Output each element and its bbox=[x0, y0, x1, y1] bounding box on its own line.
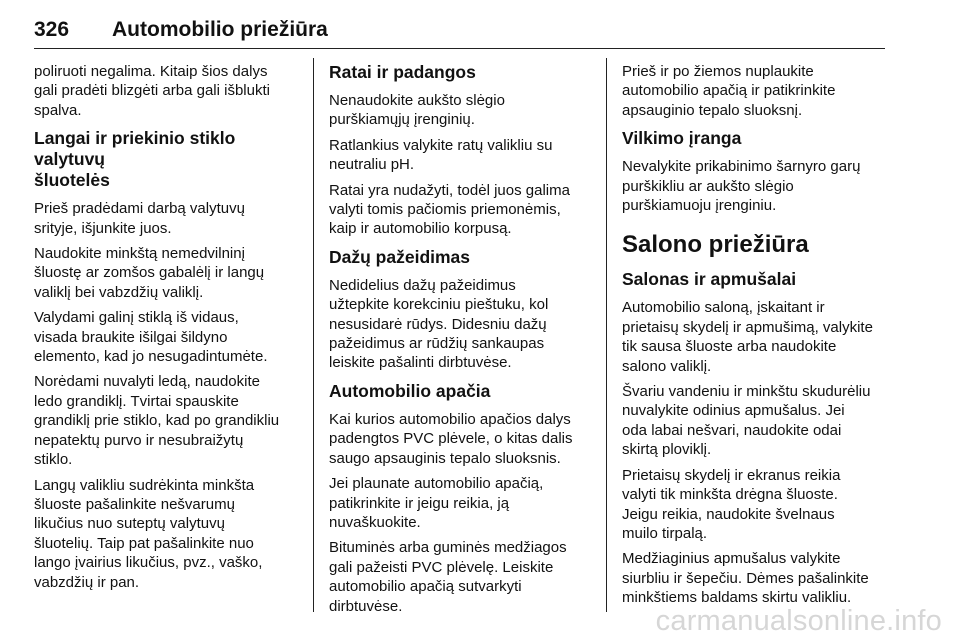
section-heading-interior: Salonas ir apmušalai bbox=[622, 269, 797, 290]
paragraph: Nevalykite prikabinimo šarnyro garų purškikliu ar aukšto slėgio purškiamuoju įrenginiu. bbox=[622, 158, 861, 215]
column-divider-2 bbox=[606, 58, 607, 612]
page-number: 326 bbox=[34, 18, 70, 41]
paragraph: Bituminės arba guminės medžiagos gali pažeisti PVC plėvelę. Leiskite automobilio apačią sutvarkyti dirbtuvėse. bbox=[329, 539, 567, 615]
paragraph: Ratai yra nudažyti, todėl juos galima valyti tomis pačiomis priemonėmis, kaip ir automobilio korpusą. bbox=[329, 181, 570, 238]
paragraph: Naudokite minkštą nemedvilninį šluostę ar zomšos gabalėlį ir langų valiklį bei vabzdžių valiklį. bbox=[34, 245, 265, 301]
section-heading-paint: Dažų pažeidimas bbox=[329, 246, 471, 267]
intro-paragraph: poliruoti negalima. Kitaip šios dalys gali pradėti blizgėti arba gali išblukti spalva. bbox=[34, 63, 270, 119]
section-heading-wipers: Langai ir priekinio stiklo valytuvų šluotelės bbox=[34, 128, 236, 191]
paragraph: Jei plaunate automobilio apačią, patikrinkite ir jeigu reikia, ją nuvaškuokite. bbox=[329, 475, 544, 531]
chapter-heading-interior-care: Salono priežiūra bbox=[622, 231, 809, 259]
column-middle bbox=[329, 62, 591, 622]
section-heading-underbody: Automobilio apačia bbox=[329, 380, 491, 401]
page-header bbox=[34, 18, 328, 48]
paragraph: Nedidelius dažų pažeidimus užtepkite korekciniu pieštuku, kol nesusidarė rūdys. Didesniu dažų pažeidimus ar rūdžių sankaupas leiskite pašalinti dirbtuvėse. bbox=[329, 276, 549, 372]
section-heading-wheels: Ratai ir padangos bbox=[329, 62, 476, 82]
paragraph: Nenaudokite aukšto slėgio purškiamųjų įrenginių. bbox=[329, 92, 505, 129]
paragraph: Švariu vandeniu ir minkštu skudurėliu nuvalykite odinius apmušalus. Jei oda labai nešvari, naudokite odai skirtą ploviklį. bbox=[622, 383, 871, 459]
column-right bbox=[622, 62, 886, 614]
page-title: Automobilio priežiūra bbox=[112, 18, 328, 41]
paragraph: Langų valikliu sudrėkinta minkšta šluoste pašalinkite nešvarumų likučius nuo suteptų valytuvų šluotelių. Taip pat pašalinkite nuo lango įvairius likučius, pvz., vaško, vabzdžių ir pan. bbox=[34, 476, 263, 591]
paragraph: Prietaisų skydelį ir ekranus reikia valyti tik minkšta drėgna šluoste. Jeigu reikia, naudokite švelnaus muilo tirpalą. bbox=[622, 466, 841, 542]
paragraph: Prieš ir po žiemos nuplaukite automobilio apačią ir patikrinkite apsauginio tepalo sluoksnį. bbox=[622, 63, 836, 119]
paragraph: Medžiaginius apmušalus valykite siurbliu ir šepečiu. Dėmes pašalinkite minkštiems baldams skirtu valikliu. bbox=[622, 550, 869, 607]
paragraph: Kai kurios automobilio apačios dalys padengtos PVC plėvele, o kitas dalis saugo apsauginis tepalo sluoksnis. bbox=[329, 410, 573, 467]
paragraph: Ratlankius valykite ratų valikliu su neutraliu pH. bbox=[329, 136, 553, 174]
paragraph: Valydami galinį stiklą iš vidaus, visada braukite išilgai šildyno elemento, kad jo nesugadintumėte. bbox=[34, 309, 268, 366]
section-heading-towing: Vilkimo įranga bbox=[622, 128, 742, 149]
header-divider bbox=[34, 48, 885, 49]
paragraph: Automobilio saloną, įskaitant ir prietaisų skydelį ir apmušimą, valykite tik sausa šluoste arba naudokite salono valiklį. bbox=[622, 299, 873, 375]
paragraph: Norėdami nuvalyti ledą, naudokite ledo grandiklį. Tvirtai spauskite grandiklį prie stiklo, kad po grandikliu nepatektų purvo ir nesubraižytų stiklo. bbox=[34, 373, 280, 469]
watermark: carmanualsonline.info bbox=[655, 605, 942, 637]
column-left bbox=[34, 62, 296, 598]
paragraph: Prieš pradėdami darbą valytuvų srityje, išjunkite juos. bbox=[34, 200, 245, 237]
column-divider-1 bbox=[313, 58, 314, 612]
